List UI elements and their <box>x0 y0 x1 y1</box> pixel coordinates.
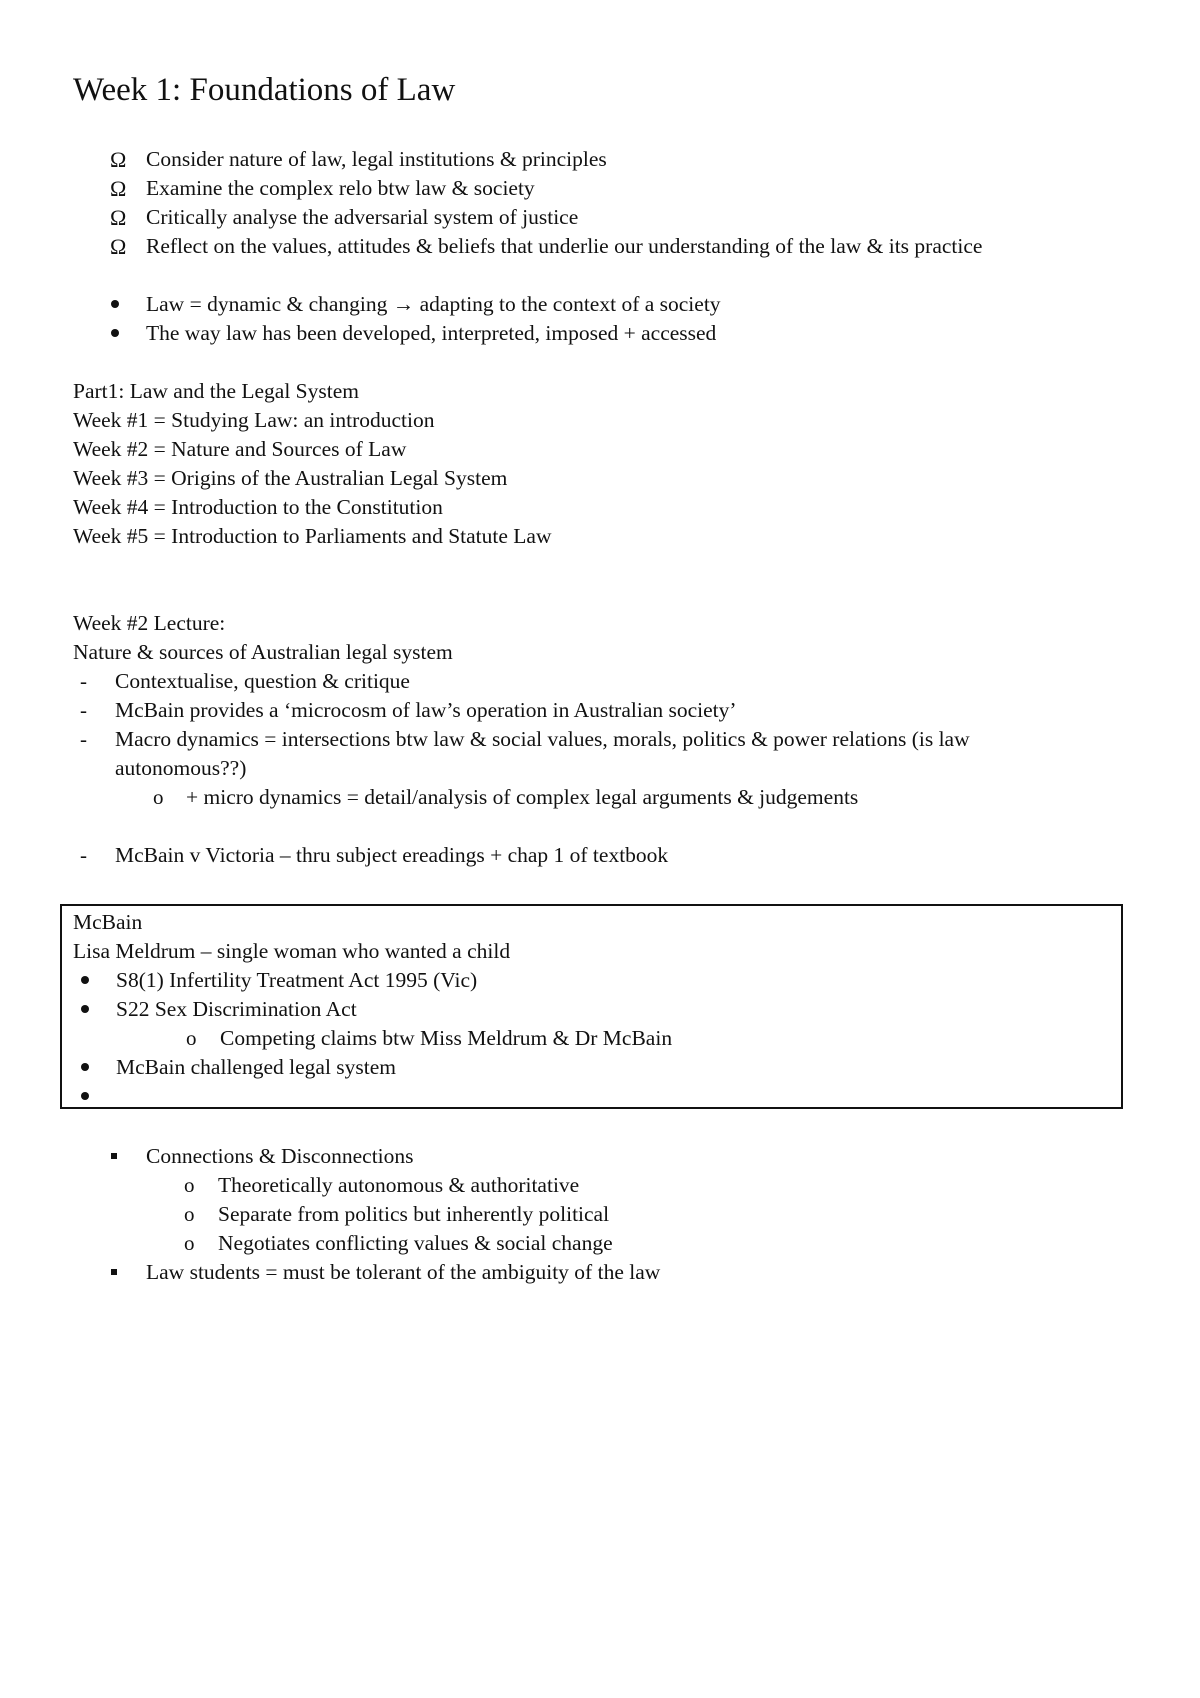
bullet-icon <box>111 329 119 337</box>
bullet-icon <box>81 1063 89 1071</box>
circle-bullet-icon: o <box>186 1026 197 1050</box>
connections-sub-item: Negotiates conflicting values & social change <box>218 1231 613 1255</box>
circle-bullet-icon: o <box>153 785 164 809</box>
objective-item: Critically analyse the adversarial system of justice <box>146 205 579 229</box>
page-title: Week 1: Foundations of Law <box>73 72 456 108</box>
dash-bullet-icon: - <box>80 727 87 751</box>
dash-bullet-icon: - <box>80 669 87 693</box>
connections-heading: Connections & Disconnections <box>146 1144 414 1168</box>
mcbain-sub-item: Competing claims btw Miss Meldrum & Dr McBain <box>220 1026 673 1050</box>
part1-heading: Part1: Law and the Legal System <box>73 379 359 403</box>
omega-bullet-icon: Ω <box>110 205 127 230</box>
dash-bullet-icon: - <box>80 698 87 722</box>
circle-bullet-icon: o <box>184 1202 195 1226</box>
mcbain-item: S22 Sex Discrimination Act <box>116 997 357 1021</box>
key-point-item: The way law has been developed, interpreted, imposed + accessed <box>146 321 717 345</box>
lecture-sub-point: + micro dynamics = detail/analysis of complex legal arguments & judgements <box>186 785 859 809</box>
bullet-icon <box>81 1005 89 1013</box>
mcbain-box <box>60 904 1123 1109</box>
mcbain-title: McBain <box>73 910 143 934</box>
lecture-subheading: Nature & sources of Australian legal system <box>73 640 453 664</box>
connections-final: Law students = must be tolerant of the ambiguity of the law <box>146 1260 661 1284</box>
objective-item: Consider nature of law, legal institutions & principles <box>146 147 607 171</box>
objective-item: Examine the complex relo btw law & society <box>146 176 535 200</box>
square-bullet-icon <box>111 1153 117 1159</box>
circle-bullet-icon: o <box>184 1231 195 1255</box>
key-point-item: Law = dynamic & changing → adapting to the context of a society <box>146 292 721 316</box>
week-item: Week #3 = Origins of the Australian Legal System <box>73 466 508 490</box>
mcbain-item: S8(1) Infertility Treatment Act 1995 (Vic) <box>116 968 478 992</box>
lecture-point-continuation: autonomous??) <box>115 756 247 780</box>
omega-bullet-icon: Ω <box>110 176 127 201</box>
week-item: Week #4 = Introduction to the Constitution <box>73 495 443 519</box>
connections-sub-item: Theoretically autonomous & authoritative <box>218 1173 580 1197</box>
mcbain-subtitle: Lisa Meldrum – single woman who wanted a child <box>73 939 511 963</box>
lecture-point: Contextualise, question & critique <box>115 669 410 693</box>
lecture-heading: Week #2 Lecture: <box>73 611 226 635</box>
mcbain-item: McBain challenged legal system <box>116 1055 397 1079</box>
lecture-point: McBain v Victoria – thru subject ereadings + chap 1 of textbook <box>115 843 669 867</box>
lecture-point: McBain provides a ‘microcosm of law’s operation in Australian society’ <box>115 698 737 722</box>
connections-sub-item: Separate from politics but inherently political <box>218 1202 610 1226</box>
lecture-point: Macro dynamics = intersections btw law & social values, morals, politics & power relations (is law <box>115 727 970 751</box>
objective-item: Reflect on the values, attitudes & beliefs that underlie our understanding of the law & its practice <box>146 234 983 258</box>
week-item: Week #1 = Studying Law: an introduction <box>73 408 435 432</box>
circle-bullet-icon: o <box>184 1173 195 1197</box>
omega-bullet-icon: Ω <box>110 147 127 172</box>
dash-bullet-icon: - <box>80 843 87 867</box>
bullet-icon <box>81 976 89 984</box>
square-bullet-icon <box>111 1269 117 1275</box>
week-item: Week #5 = Introduction to Parliaments and Statute Law <box>73 524 552 548</box>
omega-bullet-icon: Ω <box>110 234 127 259</box>
bullet-icon <box>111 300 119 308</box>
week-item: Week #2 = Nature and Sources of Law <box>73 437 407 461</box>
bullet-icon <box>81 1092 89 1100</box>
